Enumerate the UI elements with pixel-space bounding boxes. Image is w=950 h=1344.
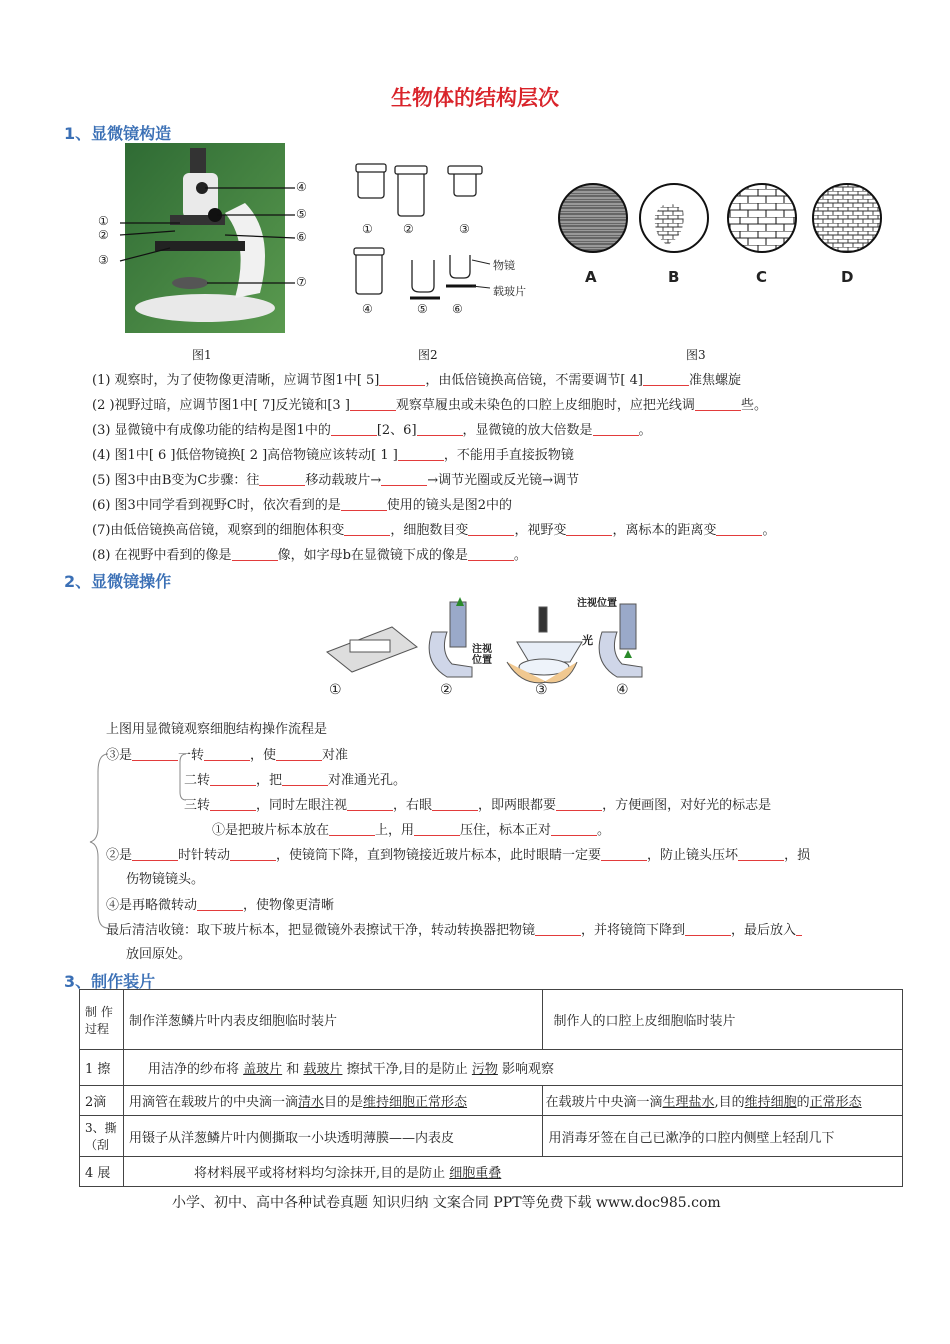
stage <box>155 241 245 251</box>
table-header-process: 制 作过程 <box>80 990 124 1050</box>
gaze-position-label-2: 注视位置 <box>577 598 617 609</box>
gaze-position-label-1: 注视位置 <box>472 644 492 666</box>
figure-3-views <box>555 175 885 265</box>
fig3-label-a: A <box>585 268 597 286</box>
view-c <box>728 184 796 252</box>
section-heading-microscope-operation: 2、显微镜操作 <box>64 572 172 591</box>
operation-line-3: 三转 ，同时左眼注视 ，右眼 ，即两眼都要 ，方便画图，对好光的标志是 <box>184 798 772 813</box>
fig1-label-1: ① <box>98 214 109 228</box>
fig2-label-6: ⑥ <box>452 302 463 316</box>
fig2-label-1: ① <box>362 222 373 236</box>
fig2-label-slide: 载玻片 <box>493 285 526 298</box>
fig3-label-d: D <box>841 268 854 286</box>
page-title: 生物体的结构层次 <box>391 86 559 110</box>
fig1-label-3: ③ <box>98 253 109 267</box>
section-heading-slide-making: 3、制作装片 <box>64 972 156 991</box>
table-header-onion: 制作洋葱鳞片叶内表皮细胞临时装片 <box>123 990 542 1050</box>
fig2-label-2: ② <box>403 222 414 236</box>
fig2-caption: 图2 <box>418 348 438 362</box>
fig1-label-7: ⑦ <box>296 275 307 289</box>
question-3: (3) 显微镜中有成像功能的结构是图1中的 [2、6] ，显微镜的放大倍数是 。 <box>92 423 652 438</box>
step-label-1: ① <box>329 682 342 698</box>
table-row-drop: 2滴 用滴管在载玻片的中央滴一滴清水目的是维持细胞正常形态 在载玻片中央滴一滴生理盐水,目的维持细胞的正常形态 <box>80 1086 903 1116</box>
fig2-label-3: ③ <box>459 222 470 236</box>
question-2: (2 )视野过暗，应调节图1中[ 7]反光镜和[3 ] 观察草履虫或未染色的口腔上皮细胞时，应把光线调 些。 <box>92 398 767 413</box>
table-header-cheek: 制作人的口腔上皮细胞临时装片 <box>543 990 903 1050</box>
fig1-label-2: ② <box>98 228 109 242</box>
step-label-2: ② <box>440 682 453 698</box>
step-label-4: ④ <box>616 682 629 698</box>
operation-intro: 上图用显微镜观察细胞结构操作流程是 <box>106 722 328 737</box>
question-4: (4) 图1中[ 6 ]低倍物镜换[ 2 ]高倍物镜应该转动[ 1 ] ，不能用手直接扳物镜 <box>92 448 574 463</box>
fig1-label-4: ④ <box>296 180 307 194</box>
fig1-label-6: ⑥ <box>296 230 307 244</box>
view-a <box>559 184 627 252</box>
operation-line-1: ③是 一转 ，使 对准 <box>106 748 349 763</box>
operation-line-4: ①是把玻片标本放在 上，用 压住，标本正对 。 <box>212 823 611 838</box>
question-7: (7)由低倍镜换高倍镜，观察到的细胞体积变 ，细胞数目变 ，视野变 ，离标本的距离变 。 <box>92 523 776 538</box>
step-label-3: ③ <box>535 682 548 698</box>
fig2-label-objective: 物镜 <box>493 259 515 272</box>
slide-making-table <box>79 989 903 1187</box>
table-row-wipe: 1 擦 用洁净的纱布将 盖玻片 和 载玻片 擦拭干净,目的是防止 污物 影响观察 <box>80 1050 903 1086</box>
light-label: 光 <box>582 634 593 647</box>
view-d <box>813 184 881 252</box>
question-5: (5) 图3中由B变为C步骤：往 移动载玻片→ →调节光圈或反光镜→调节 <box>92 473 580 488</box>
mirror <box>172 277 208 289</box>
table-header-row <box>80 990 903 1050</box>
fig3-label-c: C <box>756 268 768 286</box>
footer-text: 小学、初中、高中各种试卷真题 知识归纳 文案合同 PPT等免费下载 www.doc985.com <box>172 1195 721 1211</box>
operation-line-7b: 放回原处。 <box>126 947 192 962</box>
operation-line-5b: 伤物镜镜头。 <box>126 872 205 887</box>
fig1-caption: 图1 <box>192 348 212 362</box>
table-row-tear: 3、撕（刮 用镊子从洋葱鳞片叶内侧撕取一小块透明薄膜——内表皮 用消毒牙签在自己已漱净的口腔内侧壁上轻刮几下 <box>80 1116 903 1157</box>
fig2-label-4: ④ <box>362 302 373 316</box>
microscope-base <box>135 294 275 322</box>
operation-line-5: ②是 时针转动 ，使镜筒下降，直到物镜接近玻片标本，此时眼睛一定要 ，防止镜头压坏 ，损 <box>106 848 811 863</box>
fig1-label-5: ⑤ <box>296 207 307 221</box>
table-row-spread: 4 展 将材料展平或将材料均匀涂抹开,目的是防止 细胞重叠 <box>80 1157 903 1187</box>
question-8: (8) 在视野中看到的像是 像，如字母b在显微镜下成的像是 。 <box>92 548 527 563</box>
fig2-label-5: ⑤ <box>417 302 428 316</box>
section-heading-microscope-structure: 1、显微镜构造 <box>64 124 172 143</box>
operation-line-6: ④是再略微转动 ，使物像更清晰 <box>106 898 335 913</box>
operation-line-7: 最后清洁收镜：取下玻片标本，把显微镜外表擦试干净，转动转换器把物镜 ，并将镜筒下降到 ，最后放入 <box>106 921 802 940</box>
fig3-label-b: B <box>668 268 680 286</box>
operation-line-2: 二转 ，把 对准通光孔。 <box>184 773 407 788</box>
fig3-caption: 图3 <box>686 348 706 362</box>
figure-1-microscope <box>95 143 325 333</box>
question-1: (1) 观察时，为了使物像更清晰，应调节图1中[ 5] ，由低倍镜换高倍镜，不需要调节[ 4] 准焦螺旋 <box>92 373 741 388</box>
question-6: (6) 图3中同学看到视野C时，依次看到的是 使用的镜头是图2中的 <box>92 498 513 513</box>
